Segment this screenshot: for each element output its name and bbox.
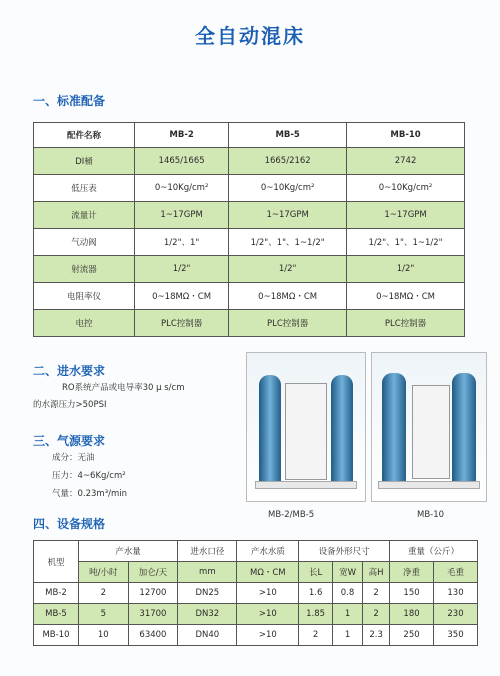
table-cell: PLC控制器 <box>347 310 465 337</box>
table-cell: 1~17GPM <box>229 202 347 229</box>
table-cell: DI桶 <box>34 148 135 175</box>
table-header: 毛重 <box>433 562 477 583</box>
table-cell: 1 <box>332 625 362 646</box>
table-cell: 1/2" <box>347 256 465 283</box>
table-header-row <box>34 541 478 562</box>
table-header: 高H <box>363 562 390 583</box>
table-cell: 150 <box>390 583 434 604</box>
air-requirement-line: 压力：4~6Kg/cm² <box>52 471 126 481</box>
table-row <box>34 175 465 202</box>
table-header: MΩ・CM <box>237 562 299 583</box>
table-cell: 1.85 <box>299 604 333 625</box>
table-cell: 0~18MΩ・CM <box>347 283 465 310</box>
control-panel-shape <box>285 383 327 480</box>
table-cell: 1.6 <box>299 583 333 604</box>
table-row <box>34 283 465 310</box>
table-header: 设备外形尺寸 <box>299 541 390 562</box>
section-air-heading: 三、气源要求 <box>33 434 106 448</box>
table-cell: >10 <box>237 604 299 625</box>
table-cell: 气动阀 <box>34 229 135 256</box>
table-row <box>34 148 465 175</box>
table-cell: 2 <box>79 583 129 604</box>
photo-caption: MB-10 <box>417 510 445 520</box>
table-cell: 0~10Kg/cm² <box>229 175 347 202</box>
table-cell: 1~17GPM <box>135 202 229 229</box>
section-standard-heading: 一、标准配备 <box>33 94 106 108</box>
table-header: 产水水质 <box>237 541 299 562</box>
tank-shape <box>259 375 281 485</box>
standard-config-table <box>33 122 465 337</box>
table-row <box>34 583 478 604</box>
table-header: 配件名称 <box>34 123 135 148</box>
table-cell: 180 <box>390 604 434 625</box>
table-cell: 1~17GPM <box>347 202 465 229</box>
pipe-shape <box>255 481 357 489</box>
section-spec-heading: 四、设备规格 <box>33 517 106 531</box>
table-cell: 1/2"、1" <box>135 229 229 256</box>
table-cell: PLC控制器 <box>135 310 229 337</box>
table-cell: >10 <box>237 583 299 604</box>
table-cell: 63400 <box>128 625 178 646</box>
table-header: 长L <box>299 562 333 583</box>
table-cell: 0~10Kg/cm² <box>347 175 465 202</box>
table-cell: 130 <box>433 583 477 604</box>
table-cell: 1/2" <box>229 256 347 283</box>
table-cell: 1/2"、1"、1~1/2" <box>229 229 347 256</box>
equipment-photo-mb10 <box>371 352 487 502</box>
air-requirement-line: 成分：无油 <box>52 453 95 463</box>
table-cell: 2.3 <box>363 625 390 646</box>
table-header: 吨/小时 <box>79 562 129 583</box>
table-cell: 2 <box>363 604 390 625</box>
table-cell: DN40 <box>178 625 237 646</box>
table-cell: 250 <box>390 625 434 646</box>
table-cell: 1465/1665 <box>135 148 229 175</box>
table-cell: 2742 <box>347 148 465 175</box>
table-header: mm <box>178 562 237 583</box>
table-cell: 0~10Kg/cm² <box>135 175 229 202</box>
table-cell: MB-2 <box>34 583 79 604</box>
spec-table <box>33 540 478 646</box>
table-header: 重量（公斤） <box>390 541 478 562</box>
table-header-row <box>34 562 478 583</box>
table-cell: >10 <box>237 625 299 646</box>
table-cell: 1665/2162 <box>229 148 347 175</box>
table-header: 加仑/天 <box>128 562 178 583</box>
table-header: 进水口径 <box>178 541 237 562</box>
pipe-shape <box>378 481 480 489</box>
table-row <box>34 625 478 646</box>
table-cell: 2 <box>299 625 333 646</box>
tank-shape <box>452 373 476 485</box>
table-cell: 10 <box>79 625 129 646</box>
table-cell: 0~18MΩ・CM <box>229 283 347 310</box>
section-water-heading: 二、进水要求 <box>33 364 106 378</box>
table-header-row <box>34 123 465 148</box>
table-row <box>34 256 465 283</box>
table-header: MB-5 <box>229 123 347 148</box>
table-cell: 12700 <box>128 583 178 604</box>
table-cell: 230 <box>433 604 477 625</box>
table-header: MB-2 <box>135 123 229 148</box>
table-cell: 31700 <box>128 604 178 625</box>
table-cell: 电控 <box>34 310 135 337</box>
table-cell: 5 <box>79 604 129 625</box>
table-row <box>34 229 465 256</box>
air-requirement-line: 气量：0.23m³/min <box>52 489 128 499</box>
table-cell: 电阻率仪 <box>34 283 135 310</box>
table-cell: 低压表 <box>34 175 135 202</box>
table-cell: 射流器 <box>34 256 135 283</box>
table-cell: 1/2"、1"、1~1/2" <box>347 229 465 256</box>
table-row <box>34 202 465 229</box>
table-cell: 流量计 <box>34 202 135 229</box>
table-row <box>34 310 465 337</box>
table-cell: DN25 <box>178 583 237 604</box>
water-requirement-line: 的水源压力>50PSI <box>33 400 107 410</box>
table-cell: MB-10 <box>34 625 79 646</box>
table-cell: 1 <box>332 604 362 625</box>
table-row <box>34 604 478 625</box>
water-requirement-line: RO系统产品或电导率30 μ s/cm <box>62 383 185 393</box>
equipment-photo-mb2-mb5 <box>246 352 366 502</box>
table-header: MB-10 <box>347 123 465 148</box>
table-cell: 350 <box>433 625 477 646</box>
table-header: 宽W <box>332 562 362 583</box>
table-header: 机型 <box>34 541 79 583</box>
control-panel-shape <box>412 385 450 479</box>
table-cell: 0~18MΩ・CM <box>135 283 229 310</box>
table-cell: MB-5 <box>34 604 79 625</box>
table-cell: DN32 <box>178 604 237 625</box>
tank-shape <box>331 375 353 485</box>
tank-shape <box>382 373 406 485</box>
page-title: 全自动混床 <box>195 24 305 48</box>
table-header: 产水量 <box>79 541 178 562</box>
table-cell: PLC控制器 <box>229 310 347 337</box>
table-header: 净重 <box>390 562 434 583</box>
table-cell: 2 <box>363 583 390 604</box>
photo-caption: MB-2/MB-5 <box>268 510 315 520</box>
table-cell: 0.8 <box>332 583 362 604</box>
table-cell: 1/2" <box>135 256 229 283</box>
